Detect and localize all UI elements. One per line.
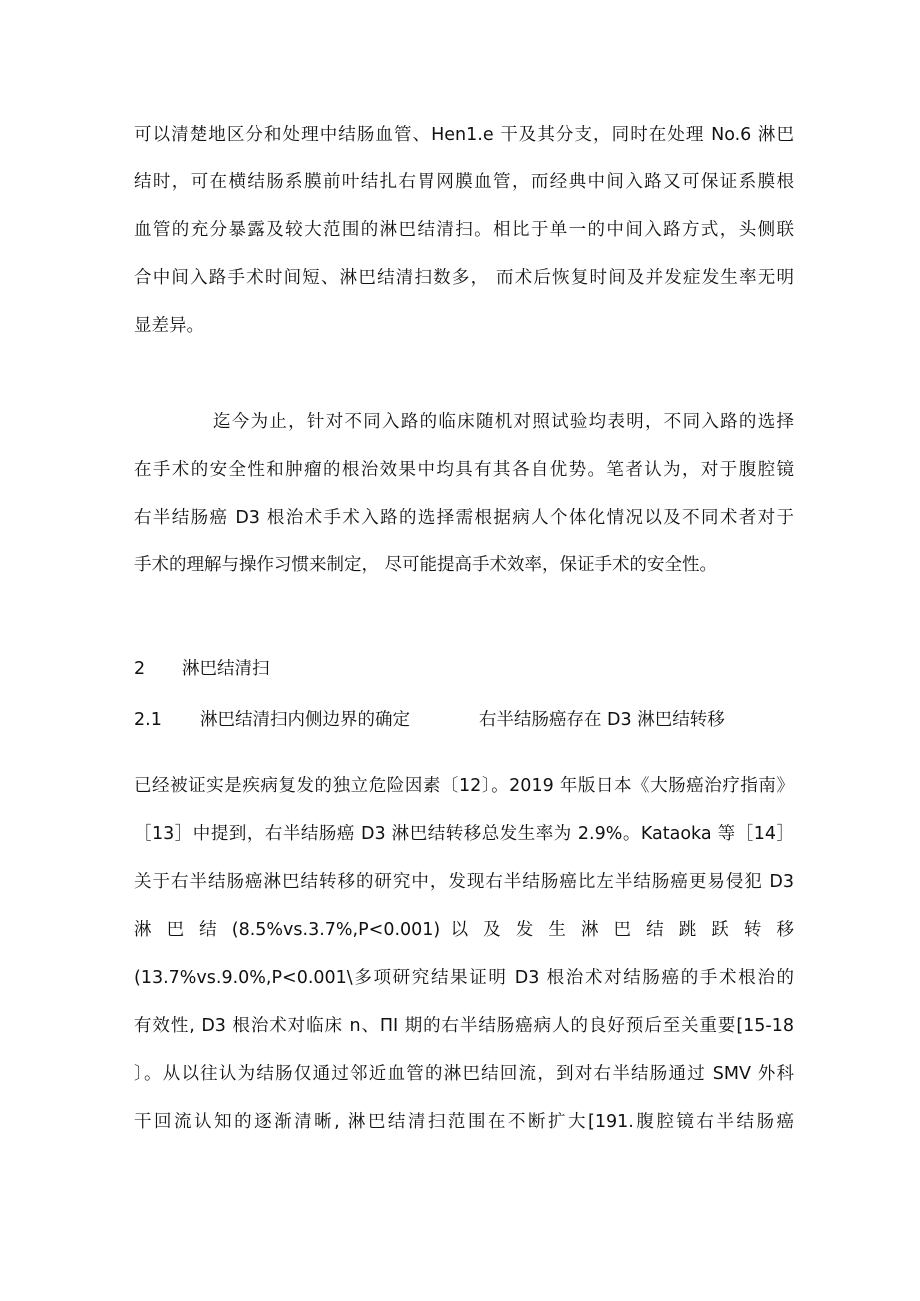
text-line: 手术的理解与操作习惯来制定， 尽可能提高手术效率，保证手术的安全性。 (134, 555, 718, 575)
text-line: 可以清楚地区分和处理中结肠血管、Hen1.e 干及其分支，同时在处理 No.6 淋巴 (134, 125, 794, 145)
text-line: 迄今为止，针对不同入路的临床随机对照试验均表明，不同入路的选择 (213, 412, 794, 432)
text-line: 血管的充分暴露及较大范围的淋巴结清扫。相比于单一的中间入路方式，头侧联 (134, 220, 794, 240)
text-line: 已经被证实是疾病复发的独立危险因素〔12〕。2019 年版日本《大肠癌治疗指南》 (134, 776, 794, 796)
text-line: 显差异。 (134, 316, 204, 336)
text-line: 淋 巴 结 (8.5%vs.3.7%,P<0.001) 以 及 发 生 淋 巴 结 跳 跃 转 移 (134, 920, 794, 940)
section-title: 淋巴结清扫内侧边界的确定 (200, 710, 410, 730)
section-number: 2 (134, 659, 146, 679)
text-line: 干回流认知的逐渐清晰, 淋巴结清扫范围在不断扩大[191.腹腔镜右半结肠癌 (134, 1112, 794, 1132)
text-line: 〕。从以往认为结肠仅通过邻近血管的淋巴结回流，到对右半结肠通过 SMV 外科 (134, 1064, 794, 1084)
text-line: 结时，可在横结肠系膜前叶结扎右胃网膜血管，而经典中间入路又可保证系膜根 (134, 172, 794, 192)
text-line: 右半结肠癌 D3 根治术手术入路的选择需根据病人个体化情况以及不同术者对于 (134, 508, 794, 528)
text-line: 有效性, D3 根治术对临床 n、ΠI 期的右半结肠癌病人的良好预后至关重要[15-18 (134, 1016, 794, 1036)
text-line: 关于右半结肠癌淋巴结转移的研究中，发现右半结肠癌比左半结肠癌更易侵犯 D3 (134, 872, 794, 892)
text-line: ［13］中提到，右半结肠癌 D3 淋巴结转移总发生率为 2.9%。Kataoka 等［14］ (134, 824, 794, 844)
text-line: (13.7%vs.9.0%,P<0.001\多项研究结果证明 D3 根治术对结肠癌的手术根治的 (134, 968, 794, 988)
text-line: 合中间入路手术时间短、淋巴结清扫数多， 而术后恢复时间及并发症发生率无明 (134, 268, 794, 288)
section-lead-text: 右半结肠癌存在 D3 淋巴结转移 (479, 710, 725, 730)
text-line: 在手术的安全性和肿瘤的根治效果中均具有其各自优势。笔者认为，对于腹腔镜 (134, 460, 794, 480)
section-title: 淋巴结清扫 (182, 659, 270, 679)
section-number: 2.1 (134, 710, 162, 730)
